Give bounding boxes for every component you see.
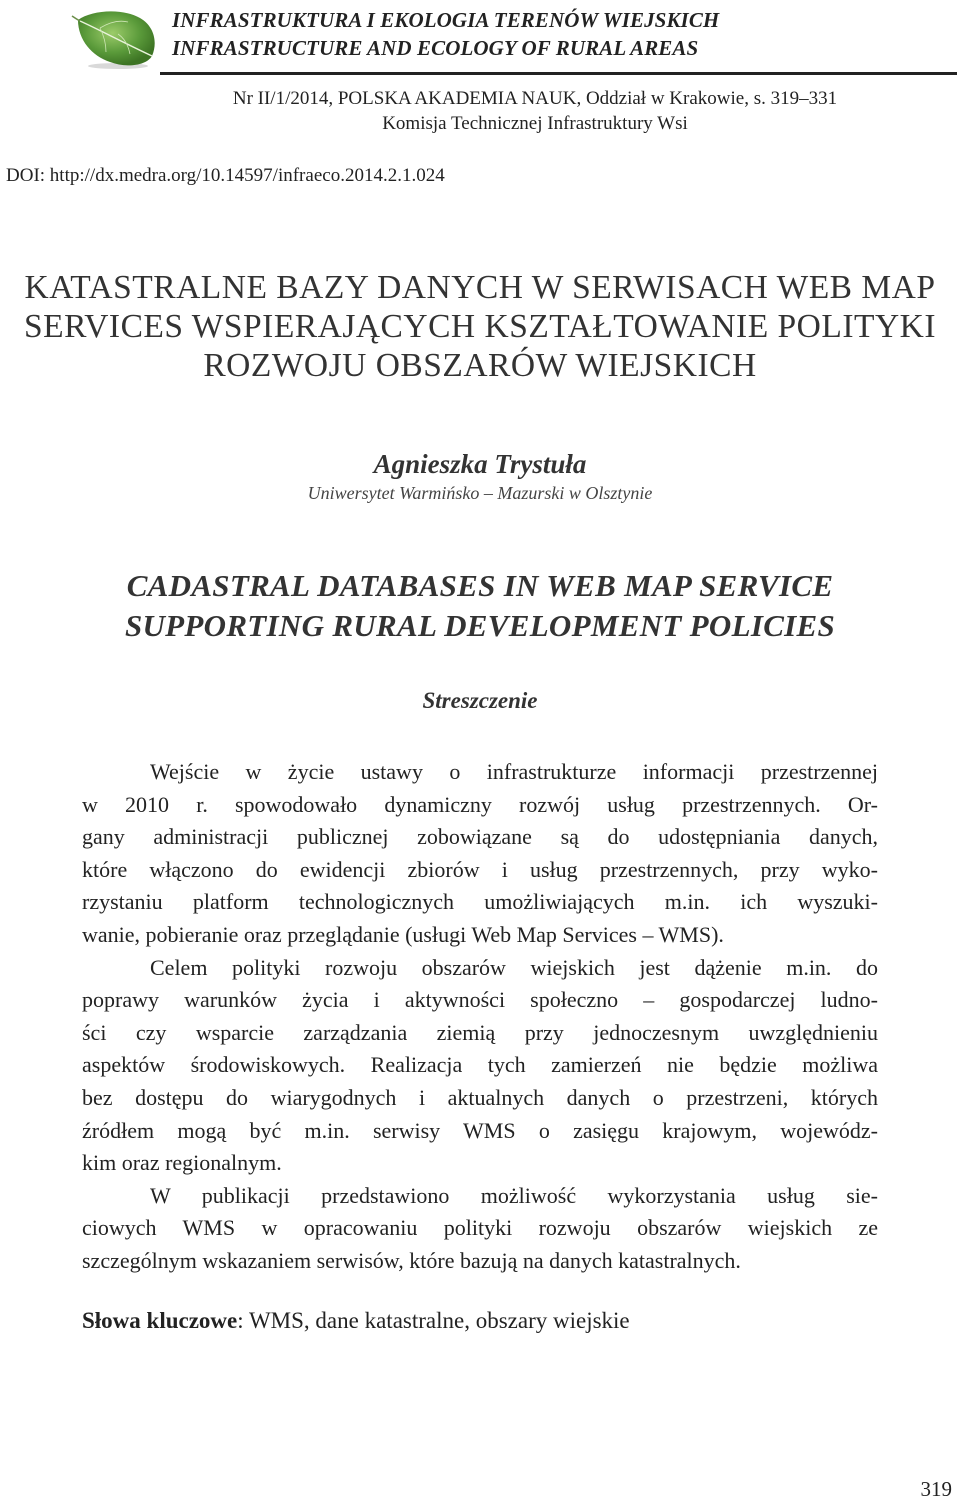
title-en-line: CADASTRAL DATABASES IN WEB MAP SERVICE — [126, 568, 834, 603]
keywords-label: Słowa kluczowe — [82, 1308, 238, 1333]
title-pl-line: ROZWOJU OBSZARÓW WIEJSKICH — [203, 347, 757, 384]
abstract-line: Celem polityki rozwoju obszarów wiejskich jest dążenie m.in. do — [150, 954, 878, 980]
abstract-line: kim oraz regionalnym. — [82, 1150, 282, 1176]
article-title-en — [0, 566, 960, 646]
abstract-line: ciowych WMS w opracowaniu polityki rozwoju obszarów wiejskich ze — [82, 1215, 878, 1241]
title-pl-line: SERVICES WSPIERAJĄCYCH KSZTAŁTOWANIE POLITYKI — [23, 308, 937, 345]
abstract-heading: Streszczenie — [422, 688, 538, 713]
abstract-line: w 2010 r. spowodowało dynamiczny rozwój usług przestrzennych. Or- — [82, 791, 878, 817]
keywords — [82, 1305, 630, 1337]
abstract-line: ści czy wsparcie zarządzania ziemią przy jednoczesnym uwzględnieniu — [82, 1019, 878, 1045]
abstract-line: gany administracji publicznej zobowiązane są do udostępniania danych, — [82, 824, 878, 850]
author-name: Agnieszka Trystuła — [373, 449, 587, 479]
header-divider — [160, 72, 957, 75]
leaf-icon — [70, 8, 160, 70]
abstract-line: W publikacji przedstawiono możliwość wykorzystania usług sie- — [150, 1182, 878, 1208]
abstract-line: wanie, pobieranie oraz przeglądanie (usługi Web Map Services – WMS). — [82, 921, 724, 947]
abstract-line: Wejście w życie ustawy o infrastrukturze informacji przestrzennej — [150, 759, 878, 784]
abstract-line: szczególnym wskazaniem serwisów, które bazują na danych katastralnych. — [82, 1247, 741, 1273]
journal-title-pl: INFRASTRUKTURA I EKOLOGIA TERENÓW WIEJSKICH — [172, 8, 720, 32]
abstract-line: aspektów środowiskowych. Realizacja tych zamierzeń nie będzie możliwa — [82, 1052, 878, 1078]
abstract-line: poprawy warunków życia i aktywności społeczno – gospodarczej ludno- — [82, 987, 878, 1013]
committee-line: Komisja Technicznej Infrastruktury Wsi — [382, 113, 688, 134]
keywords-text: : WMS, dane katastralne, obszary wiejskie — [237, 1308, 630, 1333]
abstract-body — [82, 756, 878, 1278]
page-number: 319 — [920, 1477, 952, 1501]
abstract-line: rzystaniu platform technologicznych umożliwiających m.in. ich wyszuki- — [82, 889, 878, 915]
abstract-line: bez dostępu do wiarygodnych i aktualnych danych o przestrzeni, których — [82, 1084, 878, 1110]
doi-link[interactable]: DOI: http://dx.medra.org/10.14597/infraeco.2014.2.1.024 — [6, 165, 445, 186]
issue-info — [0, 86, 960, 136]
author-affiliation: Uniwersytet Warmińsko – Mazurski w Olsztynie — [307, 483, 653, 503]
abstract-line: źródłem mogą być m.in. serwisy WMS o zasięgu krajowym, wojewódz- — [82, 1117, 878, 1143]
title-pl-line: KATASTRALNE BAZY DANYCH W SERWISACH WEB MAP — [24, 269, 936, 306]
issue-line: Nr II/1/2014, POLSKA AKADEMIA NAUK, Oddział w Krakowie, s. 319–331 — [232, 88, 838, 109]
journal-title — [172, 6, 719, 62]
article-title-pl — [0, 268, 960, 385]
abstract-line: które włączono do ewidencji zbiorów i usług przestrzennych, przy wyko- — [82, 856, 878, 882]
journal-title-en: INFRASTRUCTURE AND ECOLOGY OF RURAL AREAS — [172, 36, 699, 60]
title-en-line: SUPPORTING RURAL DEVELOPMENT POLICIES — [124, 608, 836, 643]
